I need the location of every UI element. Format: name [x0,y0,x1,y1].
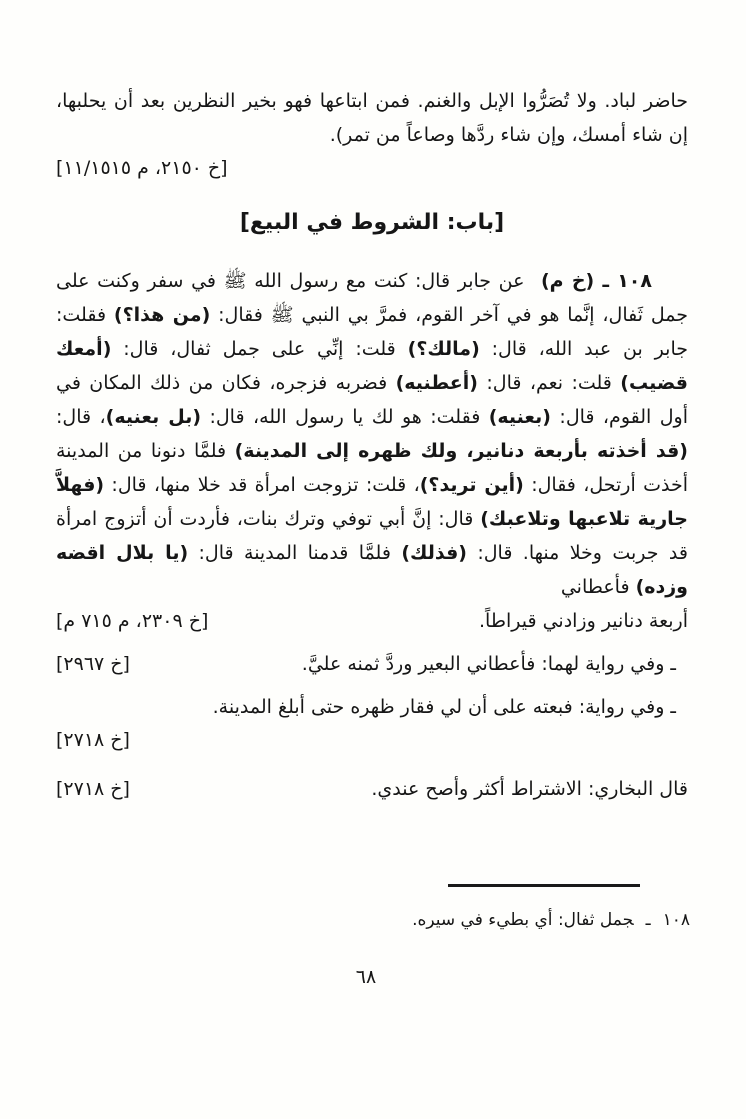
hadith-text-segment: ، قلت: تزوجت امرأة قد خلا منها، قال: [104,474,420,496]
hadith-text-segment: قلت: نعم، قال: [477,372,621,394]
bukhari-note-text: قال البخاري: الاشتراط أكثر وأصح عندي. [371,778,688,800]
hadith-108-text [56,264,688,604]
hadith-quoted-speech: (أمعك قضيب) [56,338,688,394]
hadith-text-segment: فضربه فزجره، فكان من ذلك المكان في أول القوم، قال: [56,372,689,428]
hadith-text-segment: فقلت: هو لك يا رسول الله، قال: [201,406,489,428]
hadith-quoted-speech: (أين تريد؟) [419,474,524,496]
hadith-text-segment: فقلت: جابر بن عبد الله، قال: [56,304,688,360]
footnote-separator [448,884,640,887]
footnote-text: جمل ثفال: أي بطيء في سيره. [412,910,634,930]
bukhari-note-reference: [خ ٢٧١٨] [56,778,130,800]
bukhari-note-row [56,772,688,806]
hadith-text-segment: فلمَّا دنونا من المدينة أخذت أرتحل، فقال: [56,440,688,496]
hadith-text-segment: ، قال: [56,406,106,428]
previous-hadith-reference: [خ ٢١٥٠، م ١١/١٥١٥] [56,157,228,179]
hadith-text-segment: قلت: إنِّي على جمل ثفال، قال: [111,338,408,360]
hadith-text-segment: فلمَّا قدمنا المدينة قال: [188,542,402,564]
hadith-quoted-speech: (مالك؟) [407,338,480,360]
narration-2-text: ـ وفي رواية: فبعته على أن لي فقار ظهره حتى أبلغ المدينة. [212,696,676,718]
hadith-text-segment: عن جابر قال: كنت مع رسول الله ﷺ في سفر وكنت على جمل ثَفال، إنَّما هو في آخر القوم، فمرَّ بي النبي ﷺ فقال: [56,270,688,326]
page-number: ٦٨ [355,966,377,988]
narration-1-reference: [خ ٢٩٦٧] [56,653,130,675]
hadith-quoted-speech: (فهلاَّ جارية تلاعبها وتلاعبك) [56,474,688,530]
hadith-quoted-speech: (بل بعنيه) [105,406,202,428]
hadith-text-segment: قال: إنَّ أبي توفي وترك بنات، فأردت أن أتزوج امرأة قد جربت وخلا منها. قال: [56,508,688,564]
hadith-quoted-speech: ١٠٨ ـ (خ م) [524,270,652,292]
previous-hadith-continuation: حاضر لباد. ولا تُصَرُّوا الإبل والغنم. فمن ابتاعها فهو بخير النظرين بعد أن يحلبها، إن شاء أمسك، وإن شاء ردَّها وصاعاً من تمر). [56,90,688,146]
footnote-number: ١٠٨ [662,910,690,930]
hadith-quoted-speech: (قد أخذته بأربعة دنانير، ولك ظهره إلى المدينة) [234,440,688,462]
hadith-tail-text: أربعة دنانير وزادني قيراطاً. [479,610,688,632]
hadith-last-line [56,604,688,638]
hadith-text-segment: فأعطاني [560,576,636,598]
narration-2-reference: [خ ٢٧١٨] [56,729,130,751]
hadith-quoted-speech: (أعطنيه) [395,372,478,394]
hadith-quoted-speech: (يا بلال اقضه وزده) [56,542,688,598]
narration-row-1 [56,647,688,681]
footnote [56,906,690,934]
footnote-dash: ـ [645,910,651,930]
narration-1-text: ـ وفي رواية لهما: فأعطاني البعير وردَّ ثمنه عليَّ. [301,653,676,675]
chapter-heading: [باب: الشروط في البيع] [239,210,505,235]
hadith-108-reference: [خ ٢٣٠٩، م ٧١٥ م] [56,610,209,632]
hadith-quoted-speech: (فذلك) [401,542,467,564]
hadith-quoted-speech: (بعنيه) [488,406,551,428]
hadith-quoted-speech: (من هذا؟) [113,304,211,326]
narration-row-2 [56,690,688,724]
page-content [56,84,688,806]
